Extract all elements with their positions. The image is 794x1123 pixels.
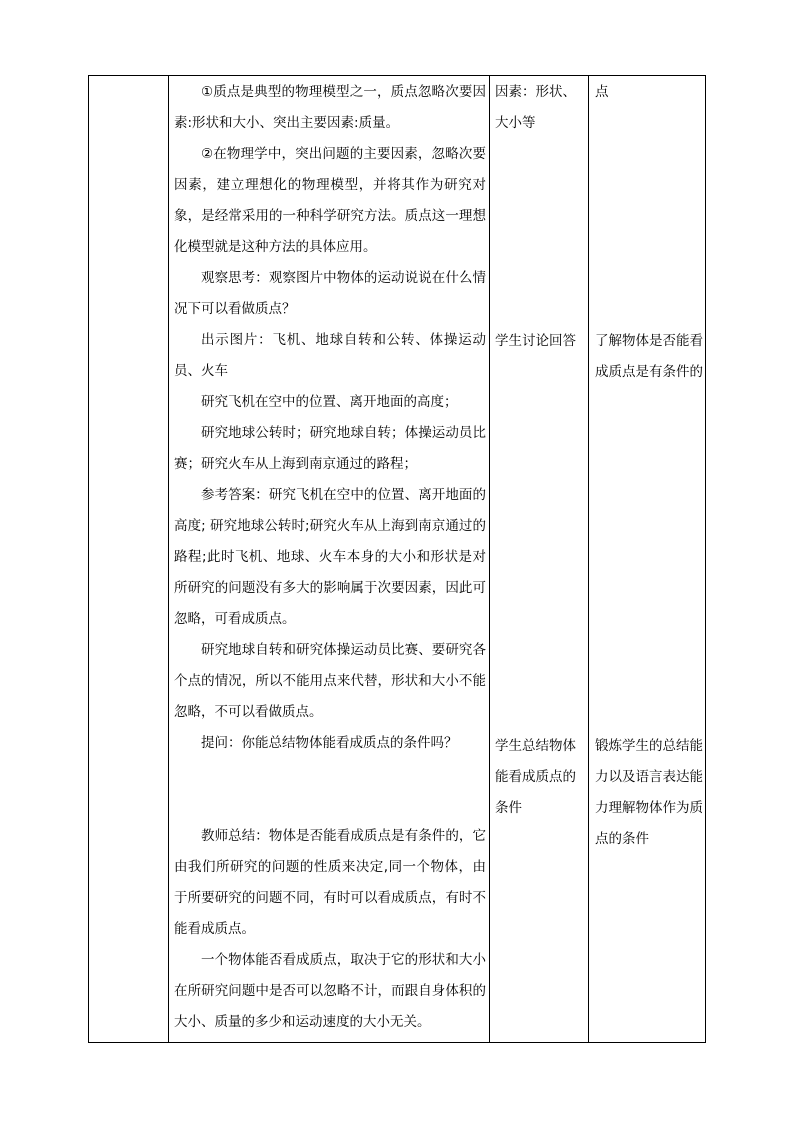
student-activity-1: 因素：形状、大小等	[495, 84, 576, 131]
design-intent-1: 点	[595, 84, 609, 100]
paragraph-6: 研究地球公转时；研究地球自转；体操运动员比赛；研究火车从上海到南京通过的路程；	[174, 425, 486, 472]
paragraph-11: 一个物体能否看成质点，取决于它的形状和大小在所研究问题中是否可以忽略不计，而跟自身体积的大小、质量的多少和运动速度的大小无关。	[174, 952, 486, 1030]
column-divider-3	[588, 76, 589, 1042]
paragraph-4: 出示图片：飞机、地球自转和公转、体操运动员、火车	[174, 332, 486, 379]
paragraph-9: 提问：你能总结物体能看成质点的条件吗？	[201, 735, 458, 751]
student-activity-3: 学生总结物体能看成质点的条件	[495, 738, 576, 816]
paragraph-2: ②在物理学中，突出问题的主要因素，忽略次要因素，建立理想化的物理模型，并将其作为研究对象，是经常采用的一种科学研究方法。质点这一理想化模型就是这种方法的具体应用。	[174, 146, 486, 255]
paragraph-8: 研究地球自转和研究体操运动员比赛、要研究各个点的情况，所以不能用点来代替，形状和大小不能忽略，不可以看做质点。	[174, 642, 486, 720]
column-divider-2	[489, 76, 490, 1042]
paragraph-10: 教师总结：物体是否能看成质点是有条件的，它由我们所研究的问题的性质来决定,同一个物体，由于所要研究的问题不同，有时可以看成质点，有时不能看成质点。	[174, 828, 486, 937]
lesson-table	[88, 75, 706, 1043]
student-activity-2: 学生讨论回答	[495, 333, 576, 349]
teaching-process-cell	[174, 77, 486, 1038]
paragraph-5: 研究飞机在空中的位置、离开地面的高度；	[201, 394, 458, 410]
blank-space	[174, 759, 486, 821]
paragraph-7: 参考答案：研究飞机在空中的位置、离开地面的高度; 研究地球公转时;研究火车从上海到南京通过的路程;此时飞机、地球、火车本身的大小和形状是对所研究的问题没有多大的影响属于次要因素，因此可忽略，可看成质点。	[174, 487, 486, 627]
design-intent-3: 锻炼学生的总结能力以及语言表达能力理解物体作为质点的条件	[595, 738, 703, 847]
paragraph-3: 观察思考：观察图片中物体的运动说说在什么情况下可以看做质点？	[174, 270, 486, 317]
column-divider-1	[168, 76, 169, 1042]
paragraph-1: ①质点是典型的物理模型之一，质点忽略次要因素:形状和大小、突出主要因素:质量。	[174, 84, 486, 131]
design-intent-2: 了解物体是否能看成质点是有条件的	[595, 333, 703, 380]
